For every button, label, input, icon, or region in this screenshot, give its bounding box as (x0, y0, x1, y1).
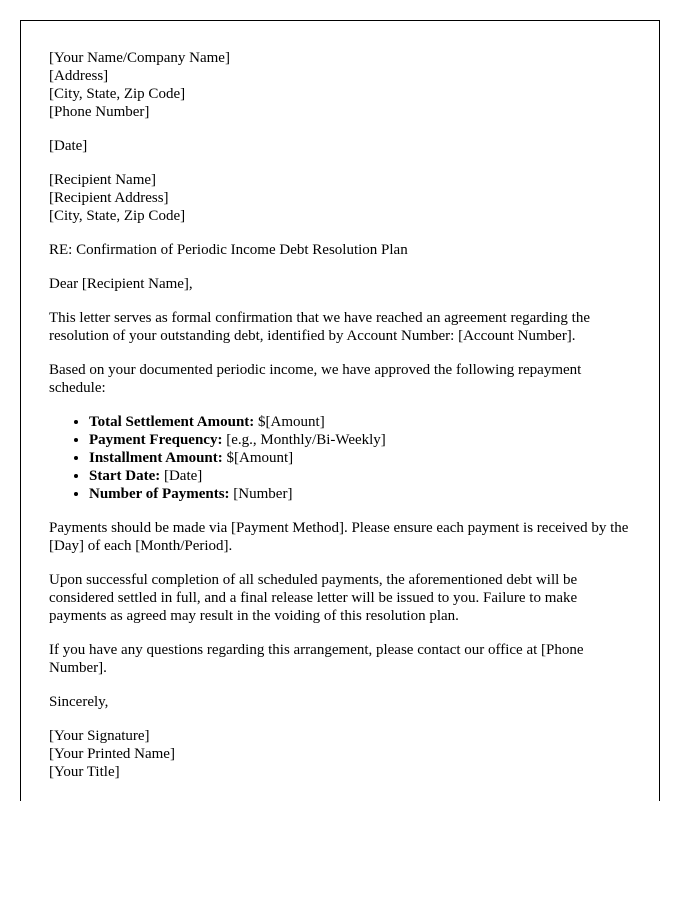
schedule-label: Total Settlement Amount: (89, 414, 255, 430)
schedule-label: Number of Payments: (89, 486, 230, 502)
paragraph-agreement: This letter serves as formal confirmation that we have reached an agreement regarding the resolution of your outstanding debt, identified by Account Number: [Account Number]. (49, 310, 591, 344)
sender-name: [Your Name/Company Name] (49, 50, 230, 66)
schedule-label: Payment Frequency: (89, 432, 223, 448)
list-item (89, 449, 631, 467)
schedule-value: [e.g., Monthly/Bi-Weekly] (222, 432, 386, 448)
paragraph-contact: If you have any questions regarding this arrangement, please contact our office at [Phone Number]. (49, 642, 584, 676)
letter-page (20, 20, 660, 801)
date-line (49, 137, 631, 155)
subject-line: RE: Confirmation of Periodic Income Debt Resolution Plan (49, 242, 408, 258)
sender-phone: [Phone Number] (49, 104, 150, 120)
sender-block (49, 49, 631, 121)
schedule-value: $[Amount] (254, 414, 325, 430)
list-item (89, 431, 631, 449)
schedule-value: [Date] (160, 468, 203, 484)
recipient-block (49, 171, 631, 225)
sender-address: [Address] (49, 68, 109, 84)
schedule-label: Start Date: (89, 468, 161, 484)
recipient-city-state-zip: [City, State, Zip Code] (49, 208, 186, 224)
signature-block (49, 727, 631, 781)
schedule-label: Installment Amount: (89, 450, 223, 466)
letter-date: [Date] (49, 138, 88, 154)
schedule-value: [Number] (229, 486, 293, 502)
salutation: Dear [Recipient Name], (49, 276, 193, 292)
signature-line: [Your Signature] (49, 728, 150, 744)
list-item (89, 485, 631, 503)
schedule-value: $[Amount] (222, 450, 294, 466)
printed-name: [Your Printed Name] (49, 746, 175, 762)
paragraph-completion: Upon successful completion of all scheduled payments, the aforementioned debt will be considered settled in full, and a final release letter will be issued to you. Failure to make payments as agreed may result in the voiding of this resolution plan. (49, 572, 578, 624)
signer-title: [Your Title] (49, 764, 120, 780)
recipient-address: [Recipient Address] (49, 190, 169, 206)
paragraph-schedule-intro: Based on your documented periodic income, we have approved the following repayment schedule: (49, 362, 582, 396)
sender-city-state-zip: [City, State, Zip Code] (49, 86, 186, 102)
recipient-name: [Recipient Name] (49, 172, 157, 188)
list-item (89, 413, 631, 431)
closing: Sincerely, (49, 694, 109, 710)
repayment-schedule-list (49, 413, 631, 503)
list-item (89, 467, 631, 485)
paragraph-payment-method: Payments should be made via [Payment Method]. Please ensure each payment is received by the [Day] of each [Month/Period]. (49, 520, 629, 554)
